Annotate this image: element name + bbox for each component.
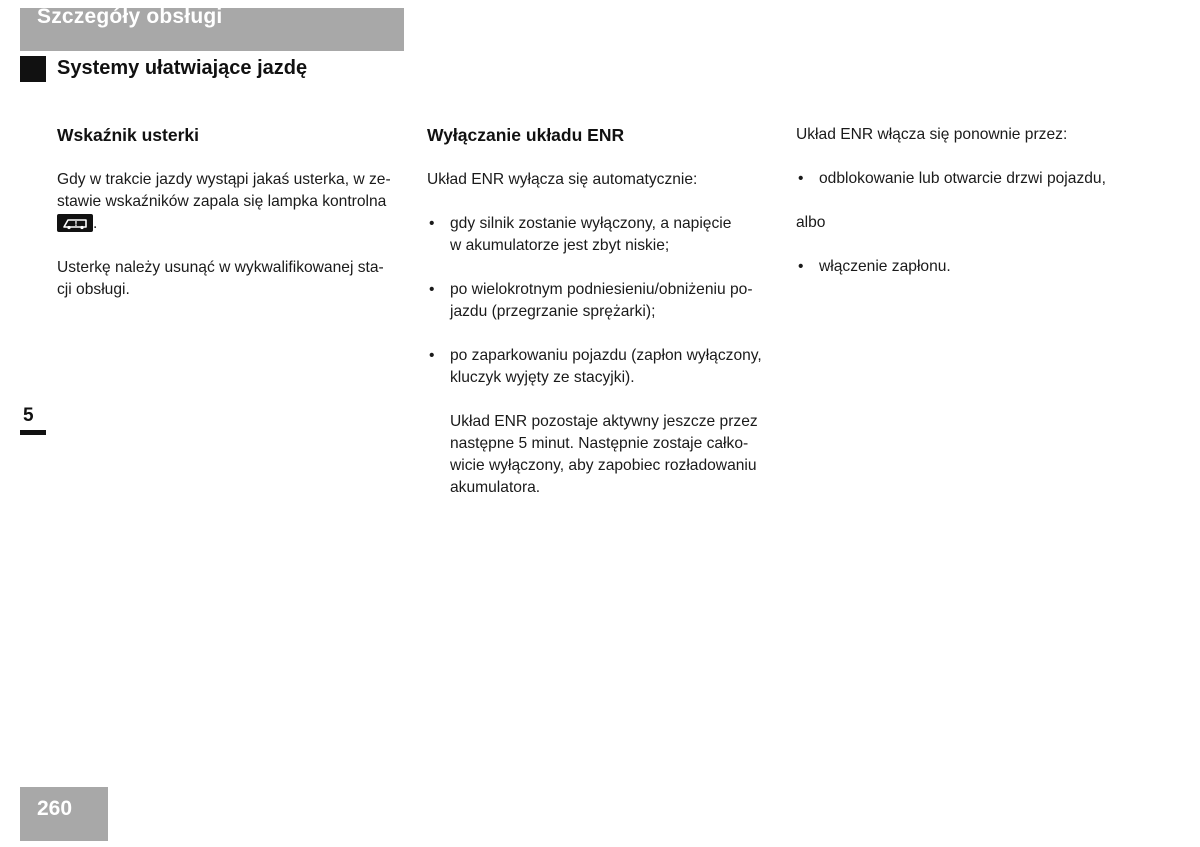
column-enr-reactivation: [796, 124, 1156, 300]
paragraph-or: albo: [796, 214, 826, 231]
section-marker: [20, 56, 46, 82]
list-item: [427, 213, 777, 257]
paragraph-repair: [57, 257, 407, 301]
fault-warning-lamp-icon: [57, 214, 93, 232]
svg-text:!: !: [74, 220, 78, 228]
chapter-underline: [20, 430, 46, 435]
paragraph-line: akumulatora.: [450, 479, 541, 496]
bullet-dot: •: [429, 281, 435, 298]
list-item-line: jazdu (przegrzanie sprężarki);: [450, 303, 656, 320]
paragraph-line: cji obsługi.: [57, 281, 130, 298]
paragraph-line: stawie wskaźników zapala się lampka kontrolna: [57, 193, 387, 210]
chapter-tab: [20, 401, 46, 435]
bullet-dot: •: [429, 215, 435, 232]
list-item: [796, 256, 1156, 278]
list-item-text: włączenie zapłonu.: [819, 258, 951, 275]
paragraph-line-end: .: [93, 215, 98, 232]
paragraph-line: Gdy w trakcie jazdy wystąpi jakaś usterka, w ze-: [57, 171, 391, 188]
section-title: Systemy ułatwiające jazdę: [57, 57, 308, 79]
list-item-line: kluczyk wyjęty ze stacyjki).: [450, 369, 635, 386]
paragraph-enr-reactivation-intro: Układ ENR włącza się ponownie przez:: [796, 126, 1068, 143]
bullet-dot: •: [798, 258, 804, 275]
paragraph-enr-intro: Układ ENR wyłącza się automatycznie:: [427, 171, 698, 188]
paragraph-line: Układ ENR pozostaje aktywny jeszcze przez: [450, 413, 758, 430]
paragraph-line: wicie wyłączony, aby zapobiec rozładowaniu: [450, 457, 757, 474]
page-number: 260: [37, 797, 73, 820]
list-item-line: po zaparkowaniu pojazdu (zapłon wyłączony,: [450, 347, 762, 364]
heading-fault-indicator: Wskaźnik usterki: [57, 125, 199, 145]
column-fault-indicator: [57, 124, 407, 323]
paragraph-fault-lamp: [57, 169, 407, 235]
heading-enr-deactivation: Wyłączanie układu ENR: [427, 125, 625, 145]
paragraph-line: Usterkę należy usunąć w wykwalifikowanej sta-: [57, 259, 384, 276]
list-item-line: po wielokrotnym podniesieniu/obniżeniu po-: [450, 281, 753, 298]
list-item: [796, 168, 1156, 190]
chapter-number: 5: [23, 405, 34, 426]
list-item: [427, 345, 777, 389]
list-item-line: w akumulatorze jest zbyt niskie;: [450, 237, 670, 254]
paragraph-line: następne 5 minut. Następnie zostaje całko-: [450, 435, 749, 452]
chapter-header-title: Szczegóły obsługi: [37, 5, 223, 28]
paragraph-enr-note: [427, 411, 777, 499]
list-item: [427, 279, 777, 323]
bullet-dot: •: [798, 170, 804, 187]
bullet-dot: •: [429, 347, 435, 364]
list-item-line: gdy silnik zostanie wyłączony, a napięcie: [450, 215, 732, 232]
column-enr-deactivation: [427, 124, 777, 521]
list-item-text: odblokowanie lub otwarcie drzwi pojazdu,: [819, 170, 1106, 187]
